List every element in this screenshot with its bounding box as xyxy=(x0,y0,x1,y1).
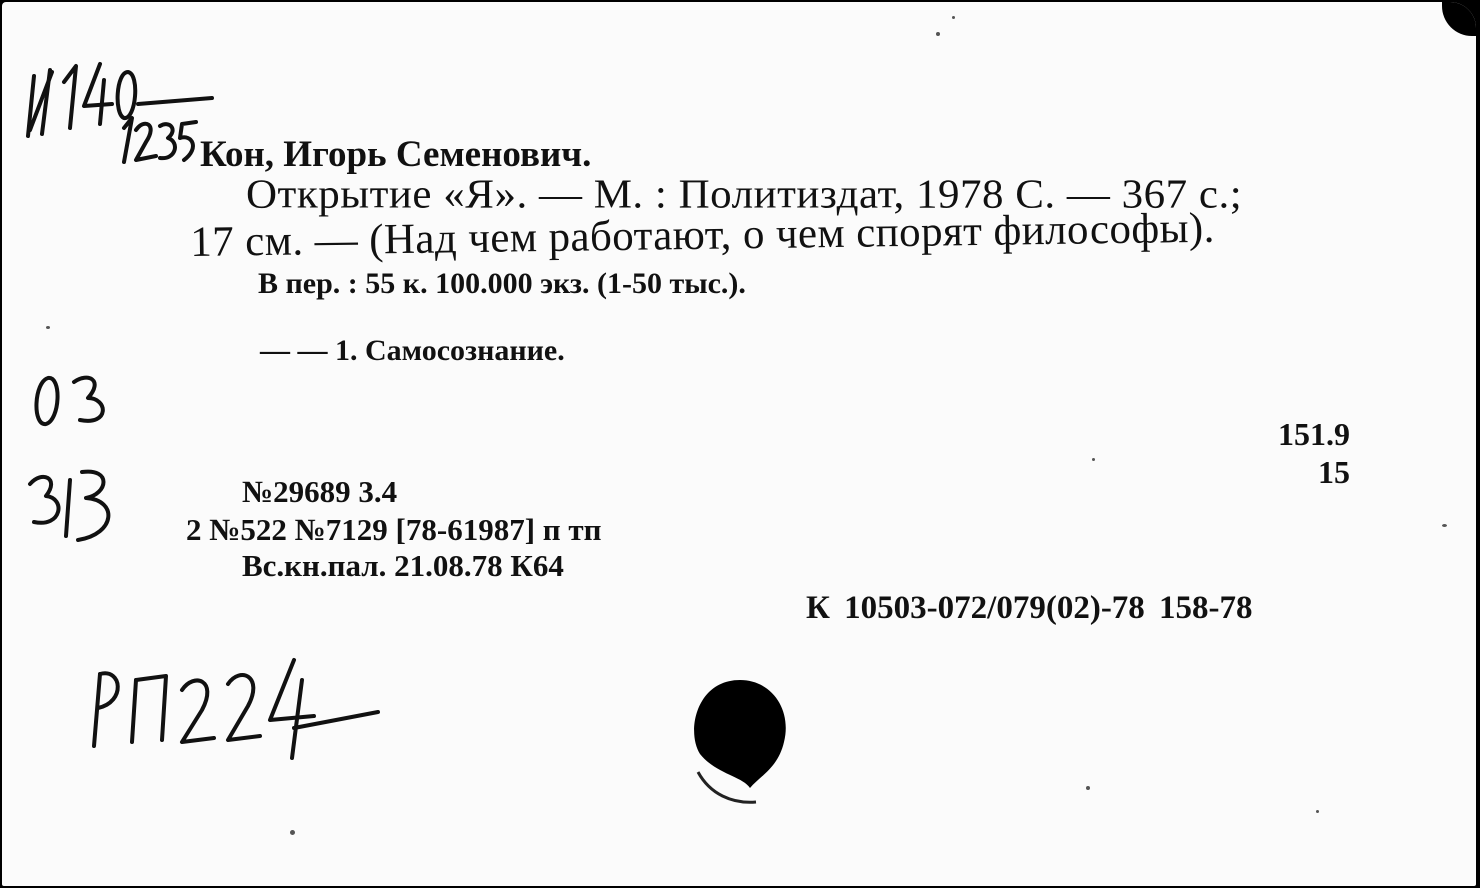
speck xyxy=(1316,810,1319,813)
title-line-1: Открытие «Я». — М. : Политиздат, 1978 С. — 367 с.; xyxy=(246,172,1243,218)
record-line-2: 2 №522 №7129 [78-61987] п тп xyxy=(186,512,602,547)
classification-number-2: 15 xyxy=(1318,454,1350,490)
speck xyxy=(1442,524,1447,527)
catalog-code: К 10503-072/079(02)-78 158-78 xyxy=(806,590,1253,626)
handwritten-left-mark-1 xyxy=(28,368,118,438)
speck xyxy=(1086,786,1090,790)
catalog-card xyxy=(2,2,1476,886)
classification-number-1: 151.9 xyxy=(1278,416,1350,452)
record-line-3: Вс.кн.пал. 21.08.78 К64 xyxy=(242,548,564,583)
speck xyxy=(290,830,295,835)
speck xyxy=(1092,458,1095,461)
handwritten-top-mark xyxy=(20,58,230,178)
handwritten-left-mark-2 xyxy=(22,464,132,554)
handwritten-bottom-mark xyxy=(82,650,402,770)
speck xyxy=(952,16,955,19)
card-punch-hole xyxy=(688,676,798,816)
title-line-2: 17 см. — (Над чем работают, о чем спорят философы). xyxy=(189,204,1216,266)
author-name: Кон, Игорь Семенович. xyxy=(200,134,592,175)
price-edition-line: В пер. : 55 к. 100.000 экз. (1-50 тыс.). xyxy=(258,267,746,300)
record-line-1: №29689 3.4 xyxy=(242,474,398,509)
speck xyxy=(936,32,940,36)
card-corner-shadow xyxy=(1442,2,1476,36)
subject-heading: — — 1. Самосознание. xyxy=(260,334,565,367)
speck xyxy=(46,326,50,329)
